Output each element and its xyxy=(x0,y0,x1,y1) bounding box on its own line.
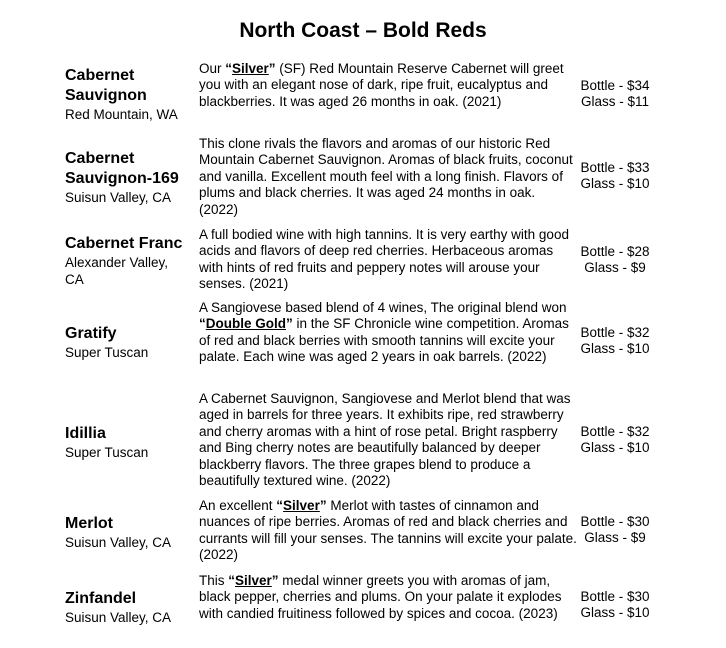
wine-name-block xyxy=(65,589,197,626)
desc-text: This clone rivals the flavors and aromas of our historic Red Mountain Cabernet Sauvignon. Aromas of black fruits, coconut and vanilla. Excellent mouth feel with a long finish. Flavors of plums and black cherries. It was aged 24 months in oak. (2022) xyxy=(199,136,573,217)
wine-description xyxy=(199,61,577,110)
wine-region: Red Mountain, WA xyxy=(65,107,178,122)
award-name: Silver xyxy=(235,573,272,588)
wine-prices xyxy=(576,589,654,622)
wine-name-block xyxy=(65,424,197,461)
glass-price: Glass - $10 xyxy=(580,605,650,621)
wine-prices xyxy=(576,325,654,358)
wine-name: Idillia xyxy=(65,425,106,442)
wine-prices xyxy=(576,78,654,111)
wine-prices xyxy=(576,514,654,547)
wine-name-block xyxy=(65,514,197,551)
desc-text: This xyxy=(199,573,229,588)
bottle-price: Bottle - $30 xyxy=(580,514,650,529)
wine-name-block xyxy=(65,149,197,206)
wine-region: Super Tuscan xyxy=(65,345,149,360)
desc-text: medal winner greets you with aromas of jam, black pepper, cherries and plums. On your palate it explodes with candied fruitiness followed by spices and cocoa. (2023) xyxy=(199,573,562,621)
award-name: Silver xyxy=(232,61,269,76)
desc-text: Our xyxy=(199,61,226,76)
desc-text: An excellent xyxy=(199,498,277,513)
award-quote: “Silver” xyxy=(276,498,327,513)
wine-name: Sauvignon-169 xyxy=(65,170,179,187)
glass-price: Glass - $9 xyxy=(584,260,646,276)
award-name: Double Gold xyxy=(205,316,286,332)
wine-name: Gratify xyxy=(65,325,117,342)
wine-region: Alexander Valley, xyxy=(65,255,169,270)
bottle-price: Bottle - $32 xyxy=(580,325,650,340)
wine-name-block xyxy=(65,234,197,288)
wine-description xyxy=(199,300,579,366)
bottle-price: Bottle - $28 xyxy=(580,244,650,259)
award-quote: “Silver” xyxy=(225,61,276,76)
desc-text: A Sangiovese based blend of 4 wines, The original blend won xyxy=(199,300,567,315)
page-title: North Coast – Bold Reds xyxy=(239,19,487,42)
desc-text: in the SF Chronicle wine competition. Aromas of red and black berries with smooth tannins will excite your palate. Each wine was aged 2 years in oak barrels. (2022) xyxy=(199,316,569,365)
award-quote: “Silver” xyxy=(228,573,279,588)
glass-price: Glass - $11 xyxy=(580,94,650,110)
wine-name: Cabernet xyxy=(65,67,135,84)
award-quote: “Double Gold” xyxy=(199,316,293,332)
glass-price: Glass - $10 xyxy=(580,176,650,192)
wine-name-block xyxy=(65,66,197,123)
wine-prices xyxy=(576,424,654,457)
wine-region: CA xyxy=(65,272,84,287)
award-name: Silver xyxy=(283,498,320,513)
wine-region: Suisun Valley, CA xyxy=(65,535,172,550)
wine-description xyxy=(199,573,577,622)
wine-prices xyxy=(576,244,654,277)
wine-name: Merlot xyxy=(65,515,113,532)
wine-name: Sauvignon xyxy=(65,87,147,104)
bottle-price: Bottle - $32 xyxy=(580,424,650,439)
wine-name: Zinfandel xyxy=(65,590,137,607)
wine-region: Suisun Valley, CA xyxy=(65,610,172,625)
wine-name: Cabernet Franc xyxy=(65,235,183,252)
glass-price: Glass - $9 xyxy=(584,530,646,546)
wine-description xyxy=(199,227,577,293)
desc-text: A Cabernet Sauvignon, Sangiovese and Merlot blend that was aged in barrels for three years. It exhibits ripe, red strawberry and cherry aromas with a hint of rose petal. Bright raspberry and Bing cherry notes are beautifully balanced by deeper blackberry flavors. The three grapes blend to produce a beautifully textured wine. (2022) xyxy=(199,391,571,489)
wine-name: Cabernet xyxy=(65,150,135,167)
wine-region: Super Tuscan xyxy=(65,445,149,460)
bottle-price: Bottle - $30 xyxy=(580,589,650,604)
glass-price: Glass - $10 xyxy=(580,341,650,357)
wine-prices xyxy=(576,160,654,193)
bottle-price: Bottle - $33 xyxy=(580,160,650,175)
wine-name-block xyxy=(65,324,197,361)
glass-price: Glass - $10 xyxy=(580,440,650,456)
wine-description xyxy=(199,136,577,218)
wine-description xyxy=(199,391,577,489)
wine-region: Suisun Valley, CA xyxy=(65,190,172,205)
desc-text: (SF) Red Mountain Reserve Cabernet will greet you with an elegant nose of dark, ripe fruit, eucalyptus and blackberries. It was aged 26 months in oak. (2021) xyxy=(199,61,564,109)
wine-description xyxy=(199,498,577,564)
desc-text: A full bodied wine with high tannins. It is very earthy with good acids and flavors of deep red cherries. Herbaceous aromas with hints of red fruits and peppery notes will arouse your senses. (2021) xyxy=(199,227,569,292)
desc-text: Merlot with tastes of cinnamon and nuances of ripe berries. Aromas of red and black cherries and currants will fill your senses. The tannins will excite your palate. (2022) xyxy=(199,498,577,563)
bottle-price: Bottle - $34 xyxy=(580,78,650,93)
